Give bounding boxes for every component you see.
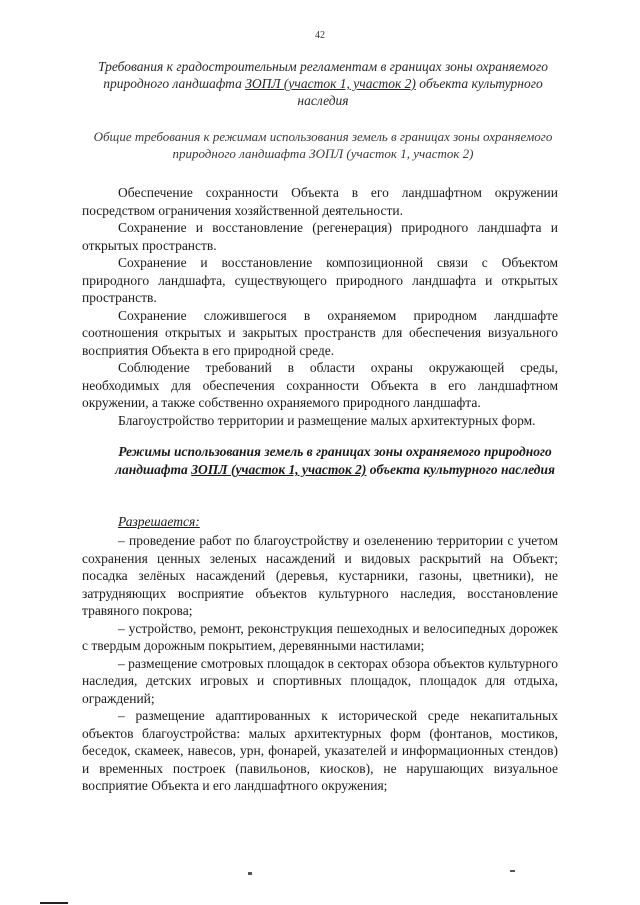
requirement-paragraph: Благоустройство территории и размещение малых архитектурных форм. [118, 412, 536, 428]
general-requirements [82, 184, 558, 429]
allowed-item: – размещение смотровых площадок в секторах обзора объектов культурного наследия, детских игровых и спортивных площадок, площадок для отдыха, ограждений; [82, 655, 558, 706]
regimes-title [100, 443, 570, 479]
allowed-items-list [82, 532, 558, 795]
section-title-part1: Требования к градостроительным регламентам в границах зоны охраняемого природного ландшафта [97, 59, 549, 91]
regimes-title-zone-code: ЗОПЛ (участок 1, участок 2) [191, 462, 367, 477]
allowed-label: Разрешается: [118, 514, 200, 529]
requirement-paragraph: Обеспечение сохранности Объекта в его ландшафтном окружении посредством ограничения хозяйственной деятельности. [82, 185, 558, 218]
allowed-item: – проведение работ по благоустройству и озеленению территории с учетом сохранения ценных зеленых насаждений и видовых раскрытий на Объект; посадка зелёных насаждений (деревья, кустарники, газоны, цветники), не затрудняющих восприятие объектов культурного наследия, восстановление травяного покрова; [82, 533, 558, 618]
regimes-title-part1: Режимы использования земель в границах зоны охраняемого природного ландшафта [115, 444, 552, 477]
scan-mark-corner [40, 902, 68, 904]
requirement-paragraph: Соблюдение требований в области охраны окружающей среды, необходимых для обеспечения сохранности Объекта в его ландшафтном окружении, а также собственно охраняемого природного ландшафта. [82, 360, 558, 410]
requirement-paragraph: Сохранение сложившегося в охраняемом природном ландшафте соотношения открытых и закрытых пространств для обеспечения визуального восприятия Объекта в его природной среде. [82, 307, 558, 358]
allowed-item: – размещение адаптированных к исторической среде некапитальных объектов благоустройства: малых архитектурных форм (фонтанов, мостиков, беседок, скамеек, навесов, урн, фонарей, указателей и информационных стендов) и временных построек (павильонов, киосков), не нарушающих визуальное восприятие Объекта и его ландшафтного окружения; [82, 708, 558, 793]
section-title-zone-code: ЗОПЛ (участок 1, участок 2) [245, 76, 416, 91]
section-title-part2: объекта культурного наследия [297, 76, 543, 108]
requirement-paragraph: Сохранение и восстановление композиционной связи с Объектом природного ландшафта, существующего природного ландшафта и открытых пространств. [82, 255, 558, 305]
page-number: 42 [315, 30, 325, 41]
requirement-paragraph: Сохранение и восстановление (регенерация) природного ландшафта и открытых пространств. [82, 220, 558, 253]
general-requirements-title: Общие требования к режимам использования земель в границах зоны охраняемого природного ландшафта ЗОПЛ (участок 1, участок 2) [93, 129, 553, 161]
scan-artifacts [0, 860, 640, 905]
regimes-title-part2: объекта культурного наследия [366, 462, 555, 477]
section-title [78, 58, 568, 109]
allowed-item: – устройство, ремонт, реконструкция пешеходных и велосипедных дорожек с твердым дорожным покрытием, деревянными настилами; [82, 620, 558, 653]
scan-mark-right [510, 870, 515, 872]
scan-mark-left [248, 872, 252, 875]
